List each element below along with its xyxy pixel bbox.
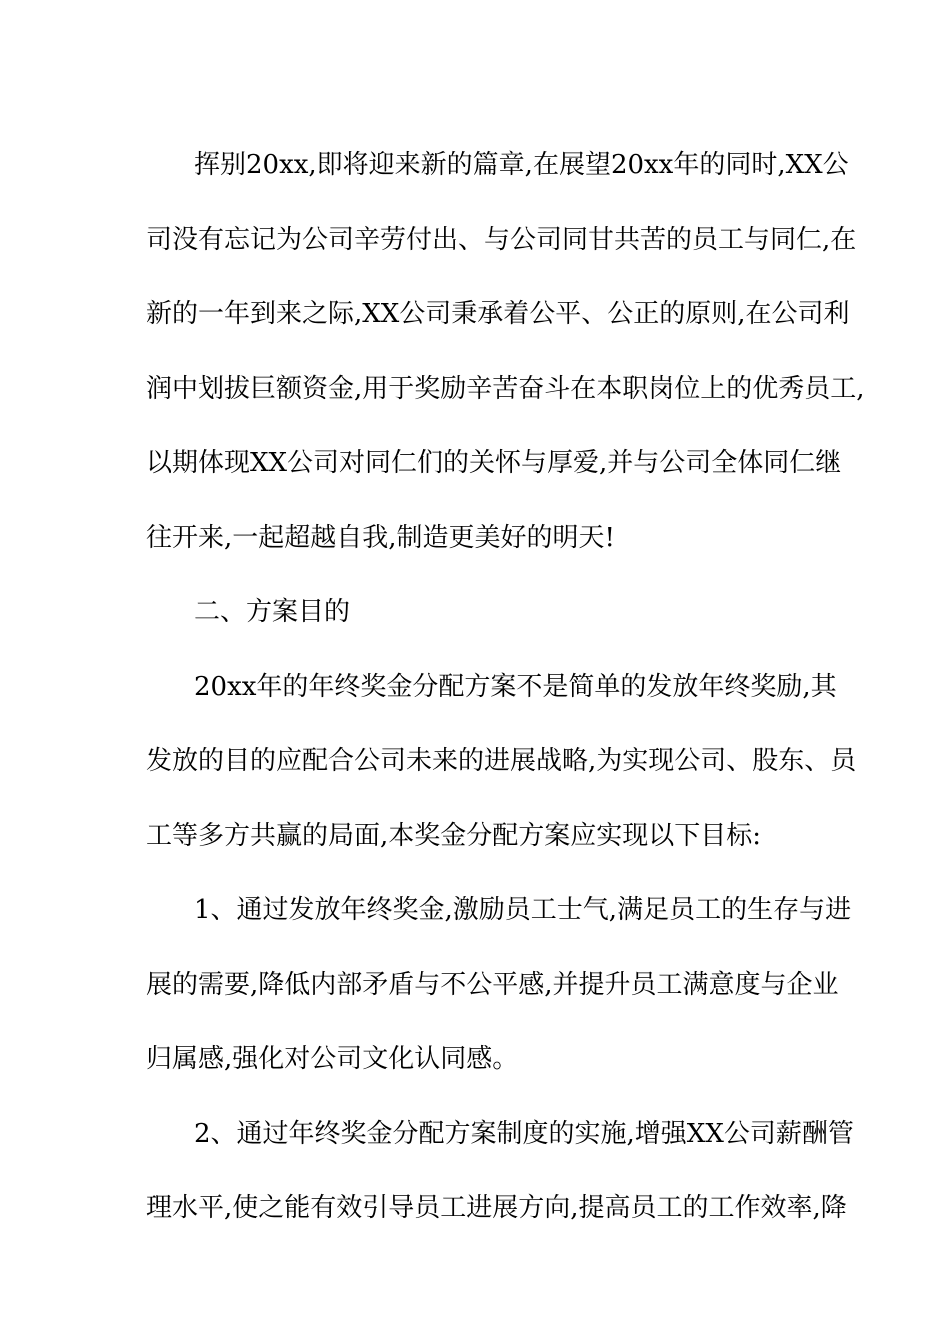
list-item-line: 理水平,使之能有效引导员工进展方向,提高员工的工作效率,降: [146, 1193, 847, 1223]
paragraph-line: 司没有忘记为公司辛劳付出、与公司同甘共苦的员工与同仁,在: [146, 224, 857, 255]
paragraph-line: 以期体现XX公司对同仁们的关怀与厚爱,并与公司全体同仁继: [146, 448, 842, 478]
paragraph-line: 新的一年到来之际,XX公司秉承着公平、公正的原则,在公司利: [146, 299, 850, 329]
list-item-line: 归属感,强化对公司文化认同感。: [146, 1044, 519, 1074]
paragraph-line: 润中划拔巨额资金,用于奖励辛苦奋斗在本职岗位上的优秀员工,: [146, 373, 865, 404]
section-heading: 二、方案目的: [194, 597, 351, 627]
paragraph-line: 发放的目的应配合公司未来的进展战略,为实现公司、股东、员: [146, 746, 857, 776]
paragraph-line: 工等多方共赢的局面,本奖金分配方案应实现以下目标:: [146, 820, 762, 851]
list-item-line: 2、通过年终奖金分配方案制度的实施,增强XX公司薪酬管: [194, 1118, 854, 1149]
paragraph-line: 往开来,一起超越自我,制造更美好的明天!: [146, 522, 615, 553]
paragraph-line: 20xx年的年终奖金分配方案不是简单的发放年终奖励,其: [194, 671, 837, 702]
paragraph-line: 挥别20xx,即将迎来新的篇章,在展望20xx年的同时,XX公: [194, 150, 849, 180]
list-item-line: 1、通过发放年终奖金,激励员工士气,满足员工的生存与进: [194, 895, 852, 925]
list-item-line: 展的需要,降低内部矛盾与不公平感,并提升员工满意度与企业: [146, 969, 839, 1000]
document-body: [146, 128, 865, 1246]
